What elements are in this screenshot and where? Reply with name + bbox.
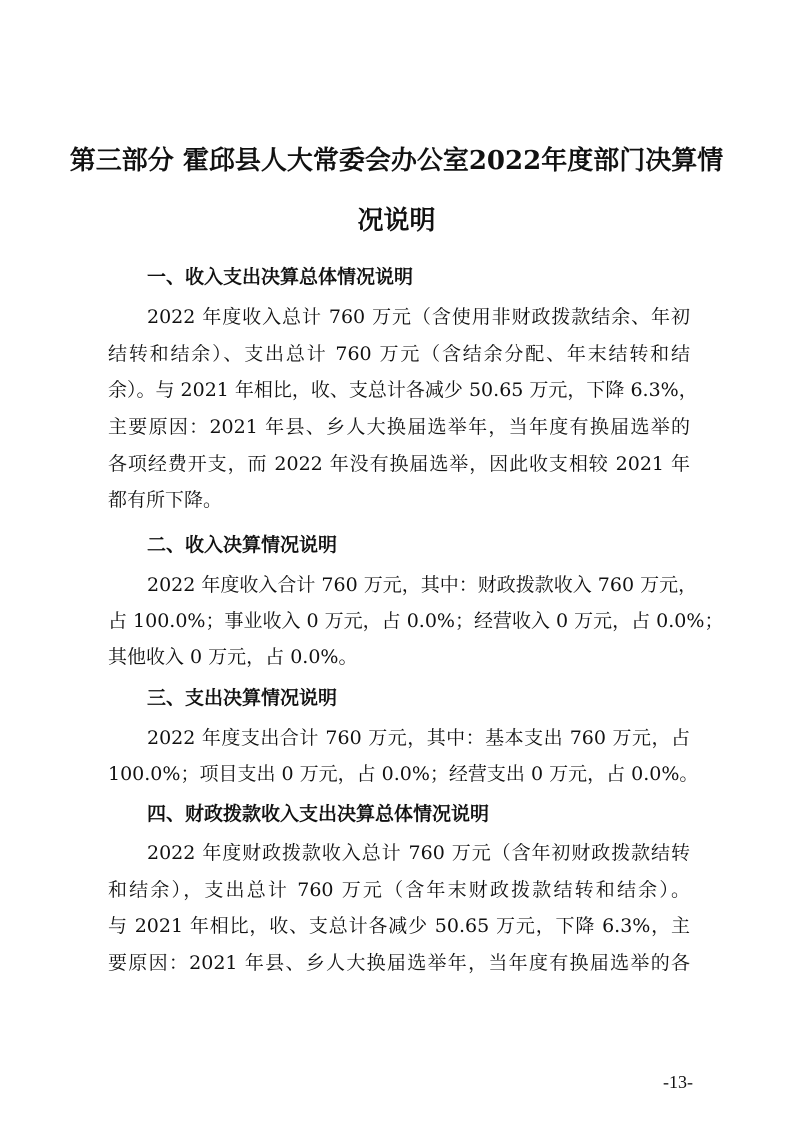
paragraph-line: 结转和结余）、支出总计 760 万元（含结余分配、年末结转和结 — [108, 343, 690, 365]
paragraph-line: 主要原因：2021 年县、乡人大换届选举年，当年度有换届选举的 — [108, 416, 690, 438]
paragraph-line: 其他收入 0 万元，占 0.0%。 — [108, 646, 358, 668]
paragraph-line: 2022 年度财政拨款收入总计 760 万元（含年初财政拨款结转 — [147, 842, 690, 864]
page-number: -13- — [663, 1072, 693, 1092]
paragraph-line: 要原因：2021 年县、乡人大换届选举年，当年度有换届选举的各 — [108, 952, 690, 974]
section-heading-3: 三、支出决算情况说明 — [147, 687, 338, 709]
paragraph-line: 100.0%；项目支出 0 万元，占 0.0%；经营支出 0 万元，占 0.0%。 — [108, 763, 699, 785]
paragraph-line: 余）。与 2021 年相比，收、支总计各减少 50.65 万元，下降 6.3%， — [108, 379, 698, 401]
paragraph-line: 占 100.0%；事业收入 0 万元，占 0.0%；经营收入 0 万元，占 0.0%； — [108, 610, 724, 632]
section-heading-2: 二、收入决算情况说明 — [147, 534, 338, 556]
paragraph-line: 都有所下降。 — [108, 489, 223, 511]
paragraph-line: 和结余），支出总计 760 万元（含年末财政拨款结转和结余）。 — [108, 879, 690, 901]
paragraph-line: 与 2021 年相比，收、支总计各减少 50.65 万元，下降 6.3%，主 — [108, 915, 690, 937]
section-heading-4: 四、财政拨款收入支出决算总体情况说明 — [147, 803, 490, 825]
section-heading-1: 一、收入支出决算总体情况说明 — [147, 266, 414, 288]
paragraph-line: 2022 年度支出合计 760 万元，其中：基本支出 760 万元，占 — [147, 727, 690, 749]
page-title-line-2: 况说明 — [357, 206, 436, 236]
paragraph-line: 2022 年度收入合计 760 万元，其中：财政拨款收入 760 万元， — [147, 574, 698, 596]
paragraph-line: 各项经费开支，而 2022 年没有换届选举，因此收支相较 2021 年 — [108, 453, 690, 475]
page-title-line-1: 第三部分 霍邱县人大常委会办公室2022年度部门决算情 — [69, 146, 724, 176]
paragraph-line: 2022 年度收入总计 760 万元（含使用非财政拨款结余、年初 — [147, 306, 690, 328]
